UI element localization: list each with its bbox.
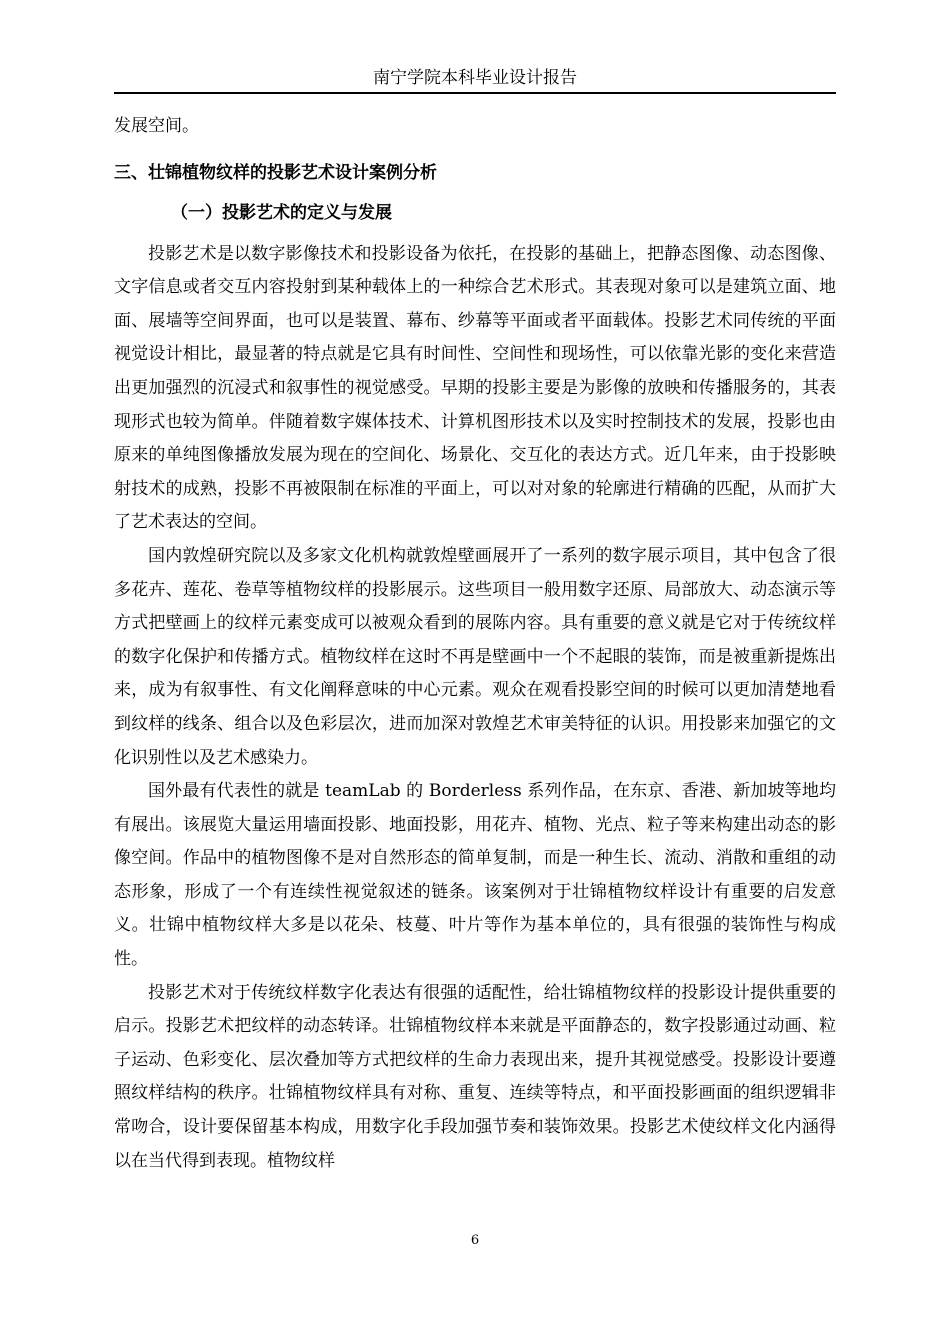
running-header: 南宁学院本科毕业设计报告 <box>373 68 577 88</box>
body-paragraph-1: 投影艺术是以数字影像技术和投影设备为依托，在投影的基础上，把静态图像、动态图像、文字信息或者交互内容投射到某种载体上的一种综合艺术形式。其表现对象可以是建筑立面、地面、展墙等空间界面，也可以是装置、幕布、纱幕等平面或者平面载体。投影艺术同传统的平面视觉设计相比，最显著的特点就是它具有时间性、空间性和现场性，可以依靠光影的变化来营造出更加强烈的沉浸式和叙事性的视觉感受。早期的投影主要是为影像的放映和传播服务的，其表现形式也较为简单。伴随着数字媒体技术、计算机图形技术以及实时控制技术的发展，投影也由原来的单纯图像播放发展为现在的空间化、场景化、交互化的表达方式。近几年来，由于投影映射技术的成熟，投影不再被限制在标准的平面上，可以对对象的轮廓进行精确的匹配，从而扩大了艺术表达的空间。 <box>114 243 836 533</box>
subsection-heading: （一）投影艺术的定义与发展 <box>171 202 392 223</box>
page-body <box>114 110 836 1178</box>
continuation-paragraph: 发展空间。 <box>114 116 199 136</box>
body-paragraph-2: 国内敦煌研究院以及多家文化机构就敦煌壁画展开了一系列的数字展示项目，其中包含了很多花卉、莲花、卷草等植物纹样的投影展示。这些项目一般用数字还原、局部放大、动态演示等方式把壁画上的纹样元素变成可以被观众看到的展陈内容。具有重要的意义就是它对于传统纹样的数字化保护和传播方式。植物纹样在这时不再是壁画中一个不起眼的装饰，而是被重新提炼出来，成为有叙事性、有文化阐释意味的中心元素。观众在观看投影空间的时候可以更加清楚地看到纹样的线条、组合以及色彩层次，进而加深对敦煌艺术审美特征的认识。用投影来加强它的文化识别性以及艺术感染力。 <box>114 545 836 768</box>
section-heading: 三、壮锦植物纹样的投影艺术设计案例分析 <box>114 162 437 183</box>
body-paragraph-4: 投影艺术对于传统纹样数字化表达有很强的适配性，给壮锦植物纹样的投影设计提供重要的启示。投影艺术把纹样的动态转译。壮锦植物纹样本来就是平面静态的，数字投影通过动画、粒子运动、色彩变化、层次叠加等方式把纹样的生命力表现出来，提升其视觉感受。投影设计要遵照纹样结构的秩序。壮锦植物纹样具有对称、重复、连续等特点，和平面投影画面的组织逻辑非常吻合，设计要保留基本构成，用数字化手段加强节奏和装饰效果。投影艺术使纹样文化内涵得以在当代得到表现。植物纹样 <box>114 982 836 1171</box>
page-number: 6 <box>470 1233 480 1248</box>
header-rule <box>114 92 836 94</box>
body-paragraph-3: 国外最有代表性的就是 teamLab 的 Borderless 系列作品，在东京、香港、新加坡等地均有展出。该展览大量运用墙面投影、地面投影，用花卉、植物、光点、粒子等来构建出动态的影像空间。作品中的植物图像不是对自然形态的简单复制，而是一种生长、流动、消散和重组的动态形象，形成了一个有连续性视觉叙述的链条。该案例对于壮锦植物纹样设计有重要的启发意义。壮锦中植物纹样大多是以花朵、枝蔓、叶片等作为基本单位的，具有很强的装饰性与构成性。 <box>114 781 836 970</box>
